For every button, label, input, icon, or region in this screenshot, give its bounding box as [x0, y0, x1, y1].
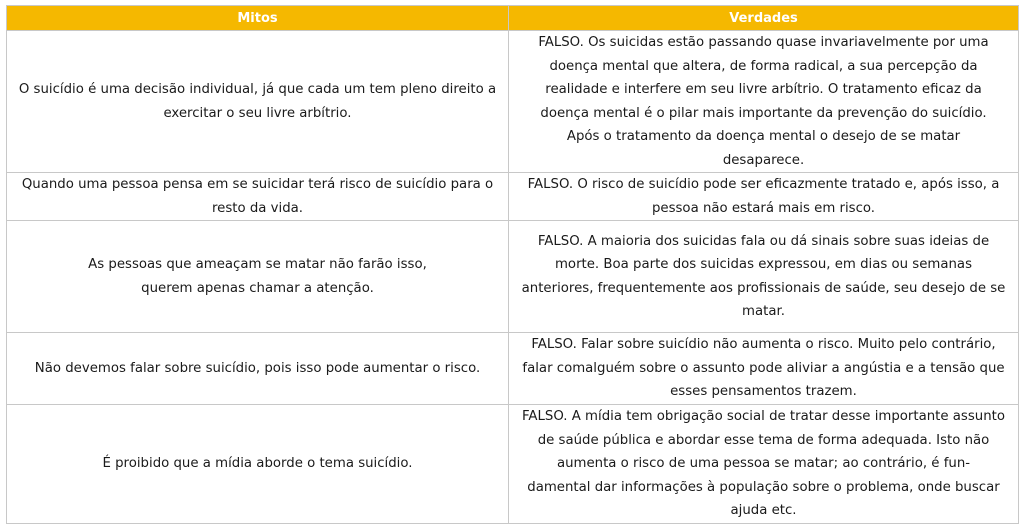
truth-line: FALSO. A maioria dos suicidas fala ou dá sinais sobre suas ideias de	[537, 233, 990, 249]
truth-line: matar.	[742, 304, 785, 319]
myths-truths-table	[6, 5, 1019, 524]
myth-line: Não devemos falar sobre suicídio, pois isso pode aumentar o risco.	[34, 360, 481, 376]
truth-cell	[509, 333, 1019, 405]
truth-cell	[509, 31, 1019, 173]
myth-cell	[7, 333, 509, 405]
myth-cell	[7, 405, 509, 524]
truth-line: FALSO. Os suicidas estão passando quase invariavelmente por uma	[538, 35, 989, 50]
myth-line: É proibido que a mídia aborde o tema suicídio.	[102, 456, 413, 471]
truth-line: desaparece.	[722, 152, 805, 168]
table-row	[7, 333, 1019, 405]
truth-line: FALSO. A mídia tem obrigação social de tratar desse importante assunto	[521, 409, 1005, 424]
truth-line: doença mental que altera, de forma radical, a sua percepção da	[549, 58, 978, 74]
table-row	[7, 31, 1019, 173]
truth-cell	[509, 405, 1019, 524]
header-truths: Verdades	[509, 6, 1019, 31]
truth-line: aumenta o risco de uma pessoa se matar; ao contrário, é fun-	[556, 456, 971, 471]
truth-line: FALSO. Falar sobre suicídio não aumenta o risco. Muito pelo contrário,	[531, 337, 996, 353]
header-row	[7, 6, 1019, 31]
myth-cell	[7, 31, 509, 173]
myth-line: exercitar o seu livre arbítrio.	[163, 105, 352, 121]
truth-line: anteriores, frequentemente aos profissionais de saúde, seu desejo de se	[521, 280, 1006, 296]
truth-cell	[509, 221, 1019, 333]
myth-line: Quando uma pessoa pensa em se suicidar terá risco de suicídio para o	[21, 177, 494, 192]
table-row	[7, 405, 1019, 524]
truth-line: ajuda etc.	[730, 503, 797, 518]
myth-line: resto da vida.	[211, 200, 304, 216]
truth-line: FALSO. O risco de suicídio pode ser eficazmente tratado e, após isso, a	[527, 177, 1000, 192]
truth-line: pessoa não estará mais em risco.	[651, 200, 876, 216]
truth-line: realidade e interfere em seu livre arbítrio. O tratamento eficaz da	[545, 82, 982, 97]
table-row	[7, 173, 1019, 221]
truth-line: falar comalguém sobre o assunto pode aliviar a angústia e a tensão que	[522, 360, 1005, 376]
truth-line: damental dar informações à população sobre o problema, onde buscar	[527, 479, 1000, 495]
myth-cell	[7, 221, 509, 333]
truth-line: doença mental é o pilar mais importante da prevenção do suicídio.	[540, 105, 987, 121]
truth-line: morte. Boa parte dos suicidas expressou, em dias ou semanas	[554, 257, 973, 272]
myth-line: O suicídio é uma decisão individual, já que cada um tem pleno direito a	[18, 82, 497, 97]
myths-truths-table-container	[6, 5, 1018, 524]
truth-cell	[509, 173, 1019, 221]
header-myths: Mitos	[7, 6, 509, 31]
myth-line: As pessoas que ameaçam se matar não farão isso,	[88, 257, 427, 272]
myth-line: querem apenas chamar a atenção.	[141, 280, 374, 296]
truth-line: Após o tratamento da doença mental o desejo de se matar	[566, 129, 961, 144]
table-row	[7, 221, 1019, 333]
truth-line: de saúde pública e abordar esse tema de forma adequada. Isto não	[537, 432, 990, 448]
myth-cell	[7, 173, 509, 221]
truth-line: esses pensamentos trazem.	[670, 384, 857, 400]
